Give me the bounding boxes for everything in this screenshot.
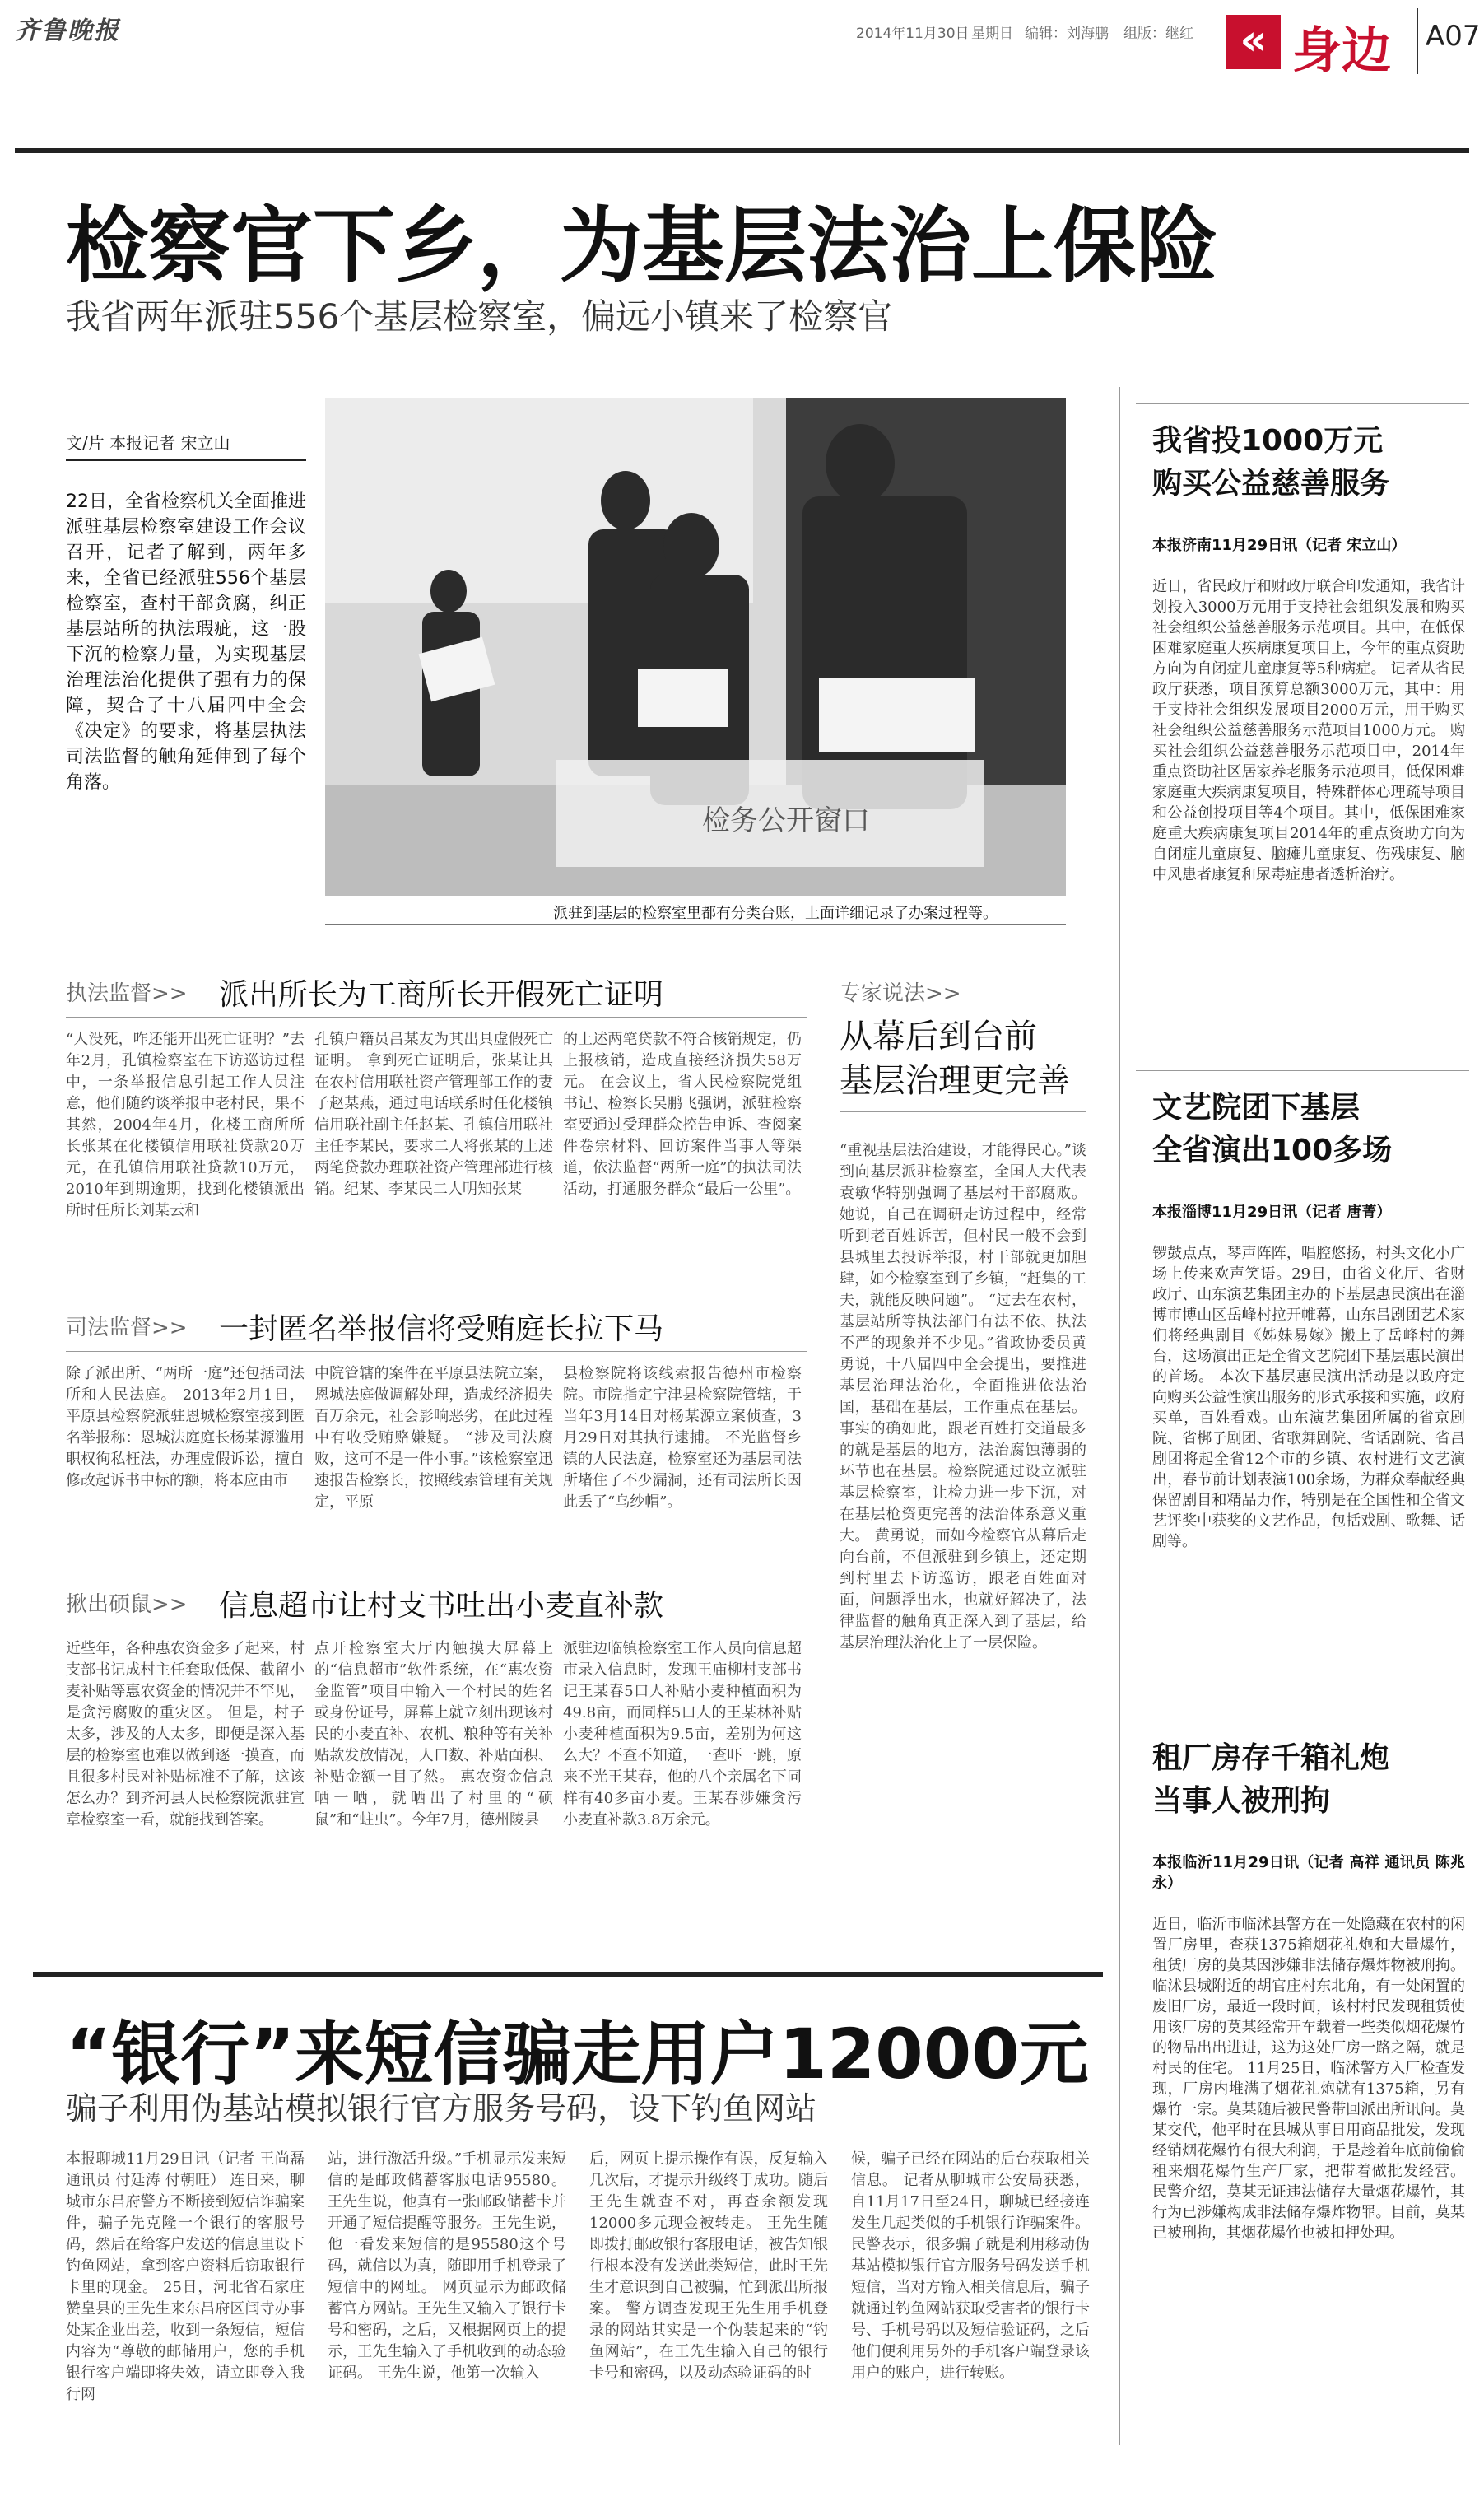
byline: 文/片 本报记者 宋立山 [66, 433, 230, 453]
layout-credit: 组版：继红 [1123, 26, 1193, 42]
brief1-top-rule [1136, 403, 1469, 404]
story2-title: 一封匿名举报信将受贿庭长拉下马 [219, 1312, 664, 1346]
brief1-title: 我省投1000万元 购买公益慈善服务 [1152, 424, 1390, 501]
byline-rule [66, 459, 306, 461]
story3-title: 信息超市让村支书吐出小麦直补款 [219, 1589, 664, 1623]
story2-label: 司法监督>> [66, 1316, 188, 1340]
bank-subhead: 骗子利用伪基站模拟银行官方服务号码，设下钓鱼网站 [66, 2090, 817, 2127]
story3-label: 揪出硕鼠>> [66, 1592, 188, 1617]
bank-col1: 本报聊城11月29日讯（记者 王尚磊 通讯员 付廷涛 付朝旺） 连日来，聊城市东昌府警方不断接到短信诈骗案件，骗子先克隆一个银行的客服号码，然后在给客户发送的信息里设下钓鱼网站，拿到客户资料后窃取银行卡里的现金。 25日，河北省石家庄赞皇县的王先生来东昌府区闫寺办事处某企业出差，收到一条短信，短信内容为“尊敬的邮储用户，您的手机银行客户端即将失效，请立即登入我行网 [66, 2150, 305, 2403]
story2-col2: 中院管辖的案件在平原县法院立案，恩城法庭做调解处理，造成经济损失百万余元，社会影响恶劣，在此过程中有收受贿赂嫌疑。 “涉及司法腐败，这可不是一件小事。”该检察室迅速报告检察长，按照线索管理有关规定，平原 [314, 1365, 553, 1511]
brief3-dateline: 本报临沂11月29日讯（记者 高祥 通讯员 陈兆永） [1152, 1854, 1465, 1892]
main-headline: 检察官下乡，为基层法治上保险 [66, 198, 1218, 294]
expert-body: “重视基层法治建设，才能得民心。”谈到向基层派驻检察室，全国人大代表袁敏华特别强调了基层村干部腐败。她说，自己在调研走访过程中，经常听到老百姓诉苦，但村民一般不会到县城里去投诉举报，村干部就更加胆肆，如今检察室到了乡镇，“赶集的工夫，就能反映问题”。 “过去在农村，基层站所等执法部门有法不依、执法不严的现象并不少见。”省政协委员黄勇说，十八届四中全会提出，要推进基层治理法治化，全面推进依法治国，基础在基层，工作重点在基层。事实的确如此，跟老百姓打交道最多的就是基层的地方，法治腐蚀薄弱的环节也在基层。检察院通过设立派驻基层检察室，让检力进一步下沉，对在基层枪资更完善的法治体系意义重大。 黄勇说，而如今检察官从幕后走向台前，不但派驻到乡镇上，还定期到村里去下访巡访，跟老百姓面对面，问题浮出水，也就好解决了，法律监督的触角真正深入到了基层，给基层治理法治化上了一层保险。 [840, 1142, 1086, 1651]
brief3-title: 租厂房存千箱礼炮 当事人被刑拘 [1152, 1741, 1390, 1818]
story2-col3: 县检察院将该线索报告德州市检察院。市院指定宁津县检察院管辖，于当年3月14日对杨某源立案侦查，3月29日对其执行逮捕。 不光监督乡镇的人民法庭，检察室还为基层司法所堵住了不少漏洞，还有司法所长因此丢了“乌纱帽”。 [563, 1365, 802, 1511]
bank-headline: “银行”来短信骗走用户12000元 [66, 2014, 1089, 2094]
brief3-body: 近日，临沂市临沭县警方在一处隐藏在农村的闲置厂房里，查获1375箱烟花礼炮和大量爆竹，租赁厂房的莫某因涉嫌非法储存爆炸物被刑拘。 临沭县城附近的胡官庄村东北角，有一处闲置的废旧厂房，最近一段时间，该村村民发现租赁使用该厂房的莫某经常开车载着一些类似烟花爆竹的物品出出进进，这为这处厂房一路之隔，就是村民的住宅。 11月25日，临沭警方入厂检查发现，厂房内堆满了烟花礼炮就有1375箱，另有爆竹一宗。莫某随后被民警带回派出所讯问。莫某交代，他平时在县城从事日用商品批发，发现经销烟花爆竹有很大利润，于是趁着年底前偷偷租来烟花爆竹生产厂家，把带着做批发经营。 民警介绍，莫某无证违法储存大量烟花爆竹，其行为已涉嫌构成非法储存爆炸物罪。目前，莫某已被刑拘，其烟花爆竹也被扣押处理。 [1152, 1916, 1465, 2242]
caption-rule [325, 924, 1066, 925]
story2-col1: 除了派出所、“两所一庭”还包括司法所和人民法庭。 2013年2月1日，平原县检察院派驻恩城检察室接到匿名举报称：恩城法庭庭长杨某源滥用职权徇私枉法，办理虚假诉讼，擅自修改起诉书中标的额，将本应由市 [66, 1365, 305, 1489]
section-arrow-icon: « [1226, 15, 1281, 69]
brief1-body: 近日，省民政厅和财政厅联合印发通知，我省计划投入3000万元用于支持社会组织发展和购买社会组织公益慈善服务示范项目。其中，在低保困难家庭重大疾病康复项目上，今年的重点资助方向为自闭症儿童康复等5种病症。 记者从省民政厅获悉，项目预算总额3000万元，其中：用于支持社会组织发展项目2000万元，用于购买社会组织公益慈善服务示范项目1000万元。 购买社会组织公益慈善服务示范项目中，2014年重点资助社区居家养老服务示范项目，低保困难家庭重大疾病康复项目，特殊群体心理疏导项目和公益创投项目等4个项目。其中，低保困难家庭重大疾病康复项目2014年的重点资助方向为自闭症儿童康复、脑瘫儿童康复、伤残康复、脑中风患者康复和尿毒症患者透析治疗。 [1152, 578, 1465, 883]
brief2-body: 锣鼓点点，琴声阵阵，唱腔悠扬，村头文化小广场上传来欢声笑语。29日，由省文化厅、省财政厅、山东演艺集团主办的下基层惠民演出在淄博市博山区岳峰村拉开帷幕，山东吕剧团艺术家们将经典剧目《姊妹易嫁》搬上了岳峰村的舞台，这场演出正是全省文艺院团下基层惠民演出的首场。 本次下基层惠民演出活动是以政府定向购买公益性演出服务的形式承接和实施，政府买单，百姓看戏。山东演艺集团所属的省京剧院、省梆子剧团、省歌舞剧院、省话剧院、省吕剧团将起全省12个市的乡镇、农村进行文艺演出，春节前计划表演100余场，为群众奉献经典保留剧目和精品力作，特别是在全国性和全省文艺评奖中获奖的文艺作品，包括戏剧、歌舞、话剧等。 [1152, 1245, 1465, 1550]
photo-illustration [325, 398, 1066, 896]
story1-rule [66, 1017, 807, 1018]
story3-col2: 点开检察室大厅内触摸大屏幕上的“信息超市”软件系统，在“惠农资金监管”项目中输入一个村民的姓名或身份证号，屏幕上就立刻出现该村民的小麦直补、农机、粮种等有关补贴款发放情况，人口数、补贴面积、补贴金额一目了然。 惠农资金信息晒一晒，就晒出了村里的“硕鼠”和“蛀虫”。今年7月，德州陵县 [314, 1640, 553, 1829]
main-subhead: 我省两年派驻556个基层检察室，偏远小镇来了检察官 [66, 296, 893, 337]
brief2-dateline: 本报淄博11月29日讯（记者 唐菁） [1152, 1204, 1392, 1221]
expert-title: 从幕后到台前 基层治理更完善 [840, 1018, 1070, 1100]
story1-col3: 的上述两笔贷款不符合核销规定，仍上报核销，造成直接经济损失58万元。 在会议上，省人民检察院党组书记、检察长吴鹏飞强调，派驻检察室要通过受理群众控告申诉、查阅案件卷宗材料、回访案件当事人等渠道，依法监督“两所一庭”的执法司法活动，打通服务群众“最后一公里”。 [563, 1031, 802, 1198]
header-rule [15, 148, 1469, 153]
section-name: 身边 [1292, 22, 1391, 80]
photo-sign-text: 检务公开窗口 [702, 804, 870, 837]
bank-col2: 站，进行激活升级。”手机显示发来短信的是邮政储蓄客服电话95580。 王先生说，他真有一张邮政储蓄卡并开通了短信提醒等服务。王先生说，他一看发来短信的是95580这个号码，就信以为真，随即用手机登录了短信中的网址。 网页显示为邮政储蓄官方网站。王先生又输入了银行卡号和密码，之后，又根据网页上的提示，王先生输入了手机收到的动态验证码。 王先生说，他第一次输入 [328, 2150, 566, 2382]
story3-col3: 派驻边临镇检察室工作人员向信息超市录入信息时，发现王庙柳村支部书记王某春5口人补贴小麦种植面积为49.8亩，而同样5口人的王某林补贴小麦种植面积为9.5亩，差别为何这么大？不查不知道，一查吓一跳，原来不光王某春，他的八个亲属名下同样有40多亩小麦。王某春涉嫌贪污小麦直补款3.8万余元。 [563, 1640, 802, 1829]
story1-col2: 孔镇户籍员吕某友为其出具虚假死亡证明。 拿到死亡证明后，张某让其在农村信用联社资产管理部工作的妻子赵某燕，通过电话联系时任化楼镇信用联社副主任赵某、孔镇信用联社主任李某民，要求二人将张某的上述两笔贷款办理联社资产管理部进行核销。纪某、李某民二人明知张某 [314, 1031, 553, 1198]
expert-label: 专家说法>> [840, 981, 961, 1006]
story2-rule [66, 1351, 807, 1352]
header-divider [1417, 8, 1418, 74]
story1-col1: “人没死，咋还能开出死亡证明？”去年2月，孔镇检察室在下访巡访过程中，一条举报信息引起工作人员注意，他们随约谈举报中老村民，果不其然，2004年4月，化楼工商所所长张某在化楼镇信用联社贷款20万元，在孔镇信用联社贷款10万元，2010年到期逾期，找到化楼镇派出所时任所长刘某云和 [66, 1031, 305, 1219]
issue-weekday: 星期日 [971, 26, 1013, 42]
lead-paragraph: 22日，全省检察机关全面推进派驻基层检察室建设工作会议召开，记者了解到，两年多来，全省已经派驻556个基层检察室，查村干部贪腐，纠正基层站所的执法瑕疵，这一股下沉的检察力量，为实现基层治理法治化提供了强有力的保障，契合了十八届四中全会《决定》的要求，将基层执法司法监督的触角延伸到了每个角落。 [66, 491, 306, 793]
story1-label: 执法监督>> [66, 981, 188, 1006]
issue-date: 2014年11月30日 [856, 26, 970, 42]
photo-caption: 派驻到基层的检察室里都有分类台账，上面详细记录了办案过程等。 [553, 905, 998, 922]
brief1-dateline: 本报济南11月29日讯（记者 宋立山） [1152, 537, 1407, 554]
editor-credit: 编辑：刘海鹏 [1025, 26, 1109, 42]
right-column-divider [1119, 387, 1120, 2445]
bank-top-rule [33, 1972, 1103, 1977]
page-number: A07 [1426, 20, 1481, 53]
bank-col4: 候，骗子已经在网站的后台获取相关信息。 记者从聊城市公安局获悉，自11月17日至24日，聊城已经接连发生几起类似的手机银行诈骗案件。 民警表示，很多骗子就是利用移动伪基站模拟银行官方服务号码发送手机短信，当对方输入相关信息后，骗子就通过钓鱼网站获取受害者的银行卡号、手机号码以及短信验证码，之后他们便利用另外的手机客户端登录该用户的账户，进行转账。 [851, 2150, 1090, 2382]
story3-col1: 近些年，各种惠农资金多了起来，村支部书记成村主任套取低保、截留小麦补贴等惠农资金的情况并不罕见，是贪污腐败的重灾区。 但是，村子太多，涉及的人太多，即便是深入基层的检察室也难以做到逐一摸查，而且很多村民对补贴标准不了解，这该怎么办？到齐河县人民检察院派驻宣章检察室一看，就能找到答案。 [66, 1640, 305, 1829]
newspaper-logo: 齐鲁晚报 [15, 16, 120, 45]
story1-title: 派出所长为工商所长开假死亡证明 [219, 978, 664, 1012]
news-photo [325, 398, 1066, 896]
brief2-top-rule [1136, 1070, 1469, 1071]
bank-col3: 后，网页上提示操作有误，反复输入几次后，才提示升级终于成功。随后王先生就查不对，再查余额发现12000多元现金被转走。 王先生随即拨打邮政银行客服电话，被告知银行根本没有发送此类短信，此时王先生才意识到自己被骗，忙到派出所报案。 警方调查发现王先生用手机登录的网站其实是一个伪装起来的“钓鱼网站”，在王先生输入自己的银行卡号和密码，以及动态验证码的时 [589, 2150, 828, 2382]
expert-rule [840, 1111, 1086, 1112]
brief2-title: 文艺院团下基层 全省演出100多场 [1152, 1091, 1393, 1167]
